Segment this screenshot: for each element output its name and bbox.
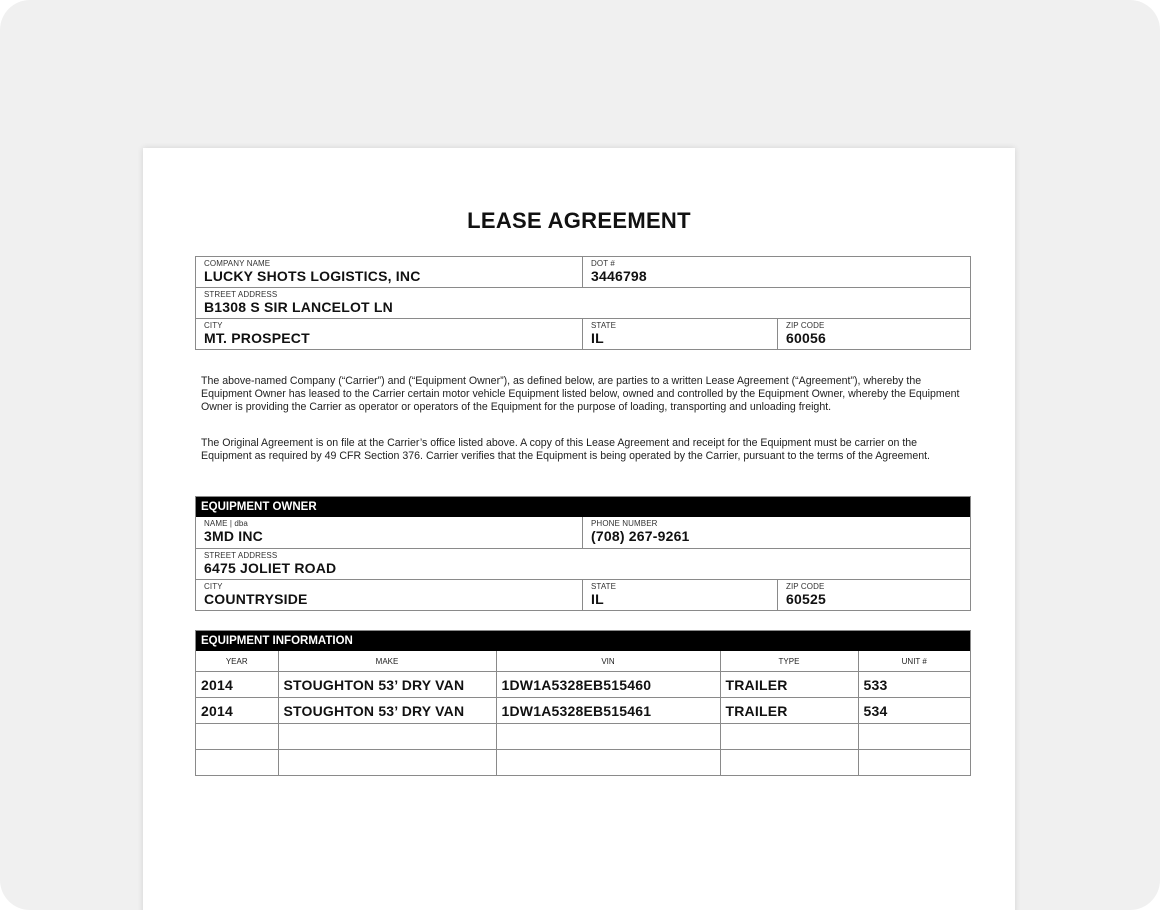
owner-state-value: IL (591, 591, 604, 607)
column-header-unit: UNIT # (858, 651, 970, 672)
equipment-owner-header: EQUIPMENT OWNER (196, 497, 970, 517)
agreement-paragraph-1: The above-named Company (“Carrier”) and (“Equipment Owner”), as defined below, are parties to a written Lease Agreement (“Agreement”), whereby the Equipment Owner has leased to the Carrier certain motor vehicle Equipment listed below, owned and controlled by the Equipment Owner, whereby the Equipment Owner is providing the Carrier as operator or operators of the Equipment for the purpose of loading, transporting and unloading freight. (201, 375, 960, 413)
owner-phone-value: (708) 267-9261 (591, 528, 690, 544)
column-header-vin: VIN (496, 651, 720, 672)
equipment-table-header-row (196, 651, 970, 672)
cell-vin (496, 724, 720, 750)
table-row (196, 698, 970, 724)
owner-city-label: CITY (204, 582, 223, 591)
cell-type (720, 750, 858, 776)
company-name-label: COMPANY NAME (204, 259, 271, 268)
table-row (196, 672, 970, 698)
cell-type: TRAILER (720, 672, 858, 698)
equipment-owner-box (195, 496, 971, 611)
cell-year: 2014 (196, 672, 278, 698)
carrier-state-value: IL (591, 330, 604, 346)
carrier-street-field (196, 288, 970, 318)
cell-type (720, 724, 858, 750)
owner-state-field (582, 580, 777, 610)
table-row (196, 750, 970, 776)
dot-value: 3446798 (591, 268, 647, 284)
cell-vin: 1DW1A5328EB515460 (496, 672, 720, 698)
owner-city-value: COUNTRYSIDE (204, 591, 308, 607)
cell-make: STOUGHTON 53’ DRY VAN (278, 672, 496, 698)
carrier-info-box (195, 256, 971, 350)
owner-street-value: 6475 JOLIET ROAD (204, 560, 337, 576)
owner-row-city (196, 579, 970, 610)
cell-type: TRAILER (720, 698, 858, 724)
carrier-city-field (196, 319, 582, 349)
carrier-state-label: STATE (591, 321, 617, 330)
owner-name-label: NAME | dba (204, 519, 248, 528)
cell-make (278, 750, 496, 776)
equipment-information-header: EQUIPMENT INFORMATION (196, 631, 970, 651)
owner-phone-label: PHONE NUMBER (591, 519, 658, 528)
agreement-paragraph-2: The Original Agreement is on file at the Carrier’s office listed above. A copy of this Lease Agreement and receipt for the Equipment must be carrier on the Equipment as required by 49 CFR Section 376. Carrier verifies that the Equipment is being operated by the Carrier, pursuant to the terms of the Agreement. (201, 437, 931, 462)
carrier-row-street (196, 287, 970, 318)
company-name-value: LUCKY SHOTS LOGISTICS, INC (204, 268, 421, 284)
carrier-zip-label: ZIP CODE (786, 321, 825, 330)
column-header-type: TYPE (720, 651, 858, 672)
company-name-field (196, 257, 582, 287)
equipment-information-box (195, 630, 971, 776)
owner-row-name (196, 517, 970, 548)
owner-row-street (196, 548, 970, 579)
owner-state-label: STATE (591, 582, 617, 591)
owner-phone-field (582, 517, 970, 548)
cell-unit: 533 (858, 672, 970, 698)
owner-name-field (196, 517, 582, 548)
cell-unit: 534 (858, 698, 970, 724)
carrier-street-value: B1308 S SIR LANCELOT LN (204, 299, 393, 315)
dot-label: DOT # (591, 259, 615, 268)
column-header-year: YEAR (225, 656, 248, 666)
carrier-row-company (196, 257, 970, 287)
carrier-row-city (196, 318, 970, 349)
cell-make (278, 724, 496, 750)
owner-name-value: 3MD INC (204, 528, 263, 544)
cell-year (196, 724, 278, 750)
carrier-street-label: STREET ADDRESS (204, 290, 278, 299)
carrier-city-value: MT. PROSPECT (204, 330, 310, 346)
cell-unit (858, 750, 970, 776)
cell-make: STOUGHTON 53’ DRY VAN (278, 698, 496, 724)
cell-year: 2014 (196, 698, 278, 724)
owner-zip-value: 60525 (786, 591, 826, 607)
carrier-zip-value: 60056 (786, 330, 826, 346)
table-row (196, 724, 970, 750)
owner-zip-field (777, 580, 970, 610)
carrier-state-field (582, 319, 777, 349)
owner-zip-label: ZIP CODE (786, 582, 825, 591)
equipment-table (196, 651, 970, 775)
document-title: LEASE AGREEMENT (467, 208, 691, 233)
cell-vin (496, 750, 720, 776)
cell-year (196, 750, 278, 776)
owner-street-label: STREET ADDRESS (204, 551, 278, 560)
cell-unit (858, 724, 970, 750)
cell-vin: 1DW1A5328EB515461 (496, 698, 720, 724)
column-header-make: MAKE (278, 651, 496, 672)
owner-city-field (196, 580, 582, 610)
document-page (143, 148, 1015, 910)
owner-street-field (196, 549, 970, 579)
carrier-city-label: CITY (204, 321, 223, 330)
dot-field (582, 257, 970, 287)
carrier-zip-field (777, 319, 970, 349)
